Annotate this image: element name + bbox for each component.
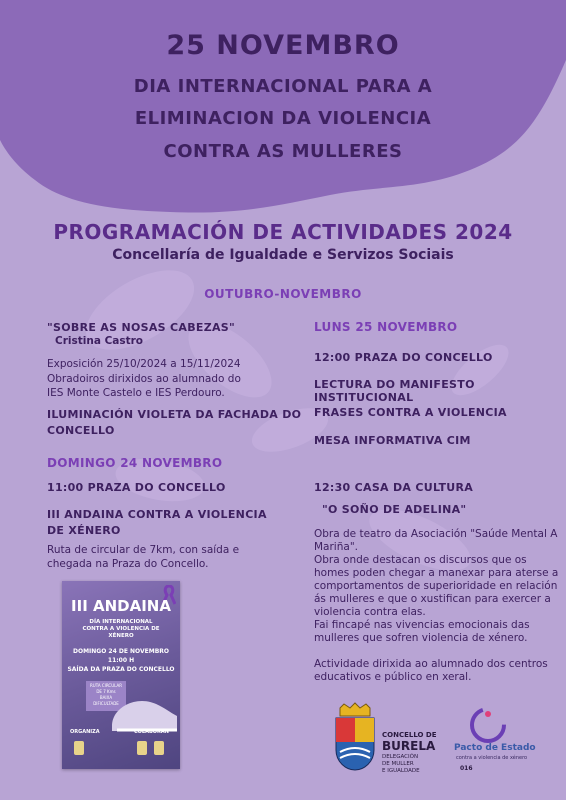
phone-016: 016 (460, 765, 473, 772)
andaina-poster (62, 581, 180, 769)
poster-crest-icon-3 (154, 741, 164, 755)
play-desc-3: Obra onde destacan os discursos que os (314, 554, 527, 566)
exhibit-dates: Exposición 25/10/2024 a 15/11/2024 (47, 358, 241, 370)
play-desc-5: comportamentos de superioridade en relación (314, 580, 558, 592)
event-title-line-2: ELIMINACION DA VIOLENCIA (134, 108, 432, 129)
program-subtitle: Concellaría de Igualdade e Servizos Sociais (112, 247, 454, 263)
play-desc-10: Actividade dirixida ao alumnado dos centros (314, 658, 548, 670)
route-description-2: chegada na Praza do Concello. (47, 558, 209, 570)
exhibit-title: "SOBRE AS NOSAS CABEZAS" (47, 321, 236, 334)
monday-time-place-1: 12:00 PRAZA DO CONCELLO (314, 351, 493, 364)
poster-route-2: DE 7 Kms (96, 689, 116, 694)
sunday-time-place: 11:00 PRAZA DO CONCELLO (47, 481, 226, 494)
pacto-estado-icon (468, 705, 508, 745)
delegation-2: DE MULLER (382, 761, 414, 767)
andaina-title-2: DE XÉNERO (47, 524, 121, 537)
play-desc-8: Fai fincapé nas vivencias emocionais das (314, 619, 530, 631)
poster-route-4: DIFICULTADE (93, 701, 119, 706)
activity-phrases: FRASES CONTRA A VIOLENCIA (314, 406, 507, 419)
poster-place: SAÍDA DA PRAZA DO CONCELLO (67, 666, 175, 673)
illumination-line-2: CONCELLO (47, 424, 115, 437)
activity-manifesto: LECTURA DO MANIFESTO INSTITUCIONAL (314, 378, 475, 404)
period-label: OUTUBRO-NOVEMBRO (204, 287, 362, 301)
pacto-label: Pacto de Estado (454, 743, 536, 753)
illumination-line-1: ILUMINACIÓN VIOLETA DA FACHADA DO (47, 408, 302, 421)
event-title-line-3: CONTRA AS MULLERES (163, 141, 403, 162)
exhibit-author: Cristina Castro (55, 335, 144, 347)
event-date-title: 25 NOVEMBRO (166, 30, 400, 61)
program-title: PROGRAMACIÓN DE ACTIVIDADES 2024 (53, 220, 513, 244)
play-desc-11: educativos e público en xeral. (314, 671, 472, 683)
play-desc-2: Mariña". (314, 541, 358, 553)
poster-sub-2: CONTRA A VIOLENCIA DE (82, 626, 160, 632)
exhibit-description-2: IES Monte Castelo e IES Perdouro. (47, 387, 225, 399)
poster-crest-icon (74, 741, 84, 755)
concello-label: CONCELLO DE (382, 731, 437, 739)
burela-crest-icon (332, 702, 378, 772)
event-title-line-1: DIA INTERNACIONAL PARA A (133, 76, 433, 97)
poster-crest-icon-2 (137, 741, 147, 755)
monday-time-place-2: 12:30 CASA DA CULTURA (314, 481, 474, 494)
route-description-1: Ruta de circular de 7km, con saída e (47, 544, 240, 556)
pacto-sub-label: contra a violencia de xénero (456, 755, 528, 761)
exhibit-description-1: Obradoiros dirixidos ao alumnado do (47, 373, 241, 385)
delegation-3: E IGUALDADE (382, 768, 420, 774)
sunday-heading: DOMINGO 24 NOVEMBRO (47, 456, 223, 470)
poster-sub-1: DÍA INTERNACIONAL (89, 619, 153, 625)
poster-sub-3: XÉNERO (108, 633, 134, 639)
poster-title: III ANDAINA (71, 597, 171, 615)
activity-info-table: MESA INFORMATIVA CIM (314, 434, 471, 447)
delegation-1: DELEGACIÓN (382, 754, 419, 760)
play-title: "O SOÑO DE ADELINA" (322, 503, 467, 516)
poster-hour: 11:00 H (107, 657, 135, 664)
monday-heading: LUNS 25 NOVEMBRO (314, 320, 458, 334)
play-desc-1: Obra de teatro da Asociación "Saúde Mental A (314, 528, 558, 540)
play-desc-9: mulleres que sofren violencia de xénero. (314, 632, 528, 644)
poster-colaboran: COLABORAN (134, 729, 169, 735)
burela-label: BURELA (382, 739, 436, 753)
play-desc-4: homes poden chegar a manexar para aterse a (314, 567, 559, 579)
poster-date: DOMINGO 24 DE NOVEMBRO (73, 648, 169, 655)
poster-organiza: ORGANIZA (70, 729, 100, 735)
andaina-title-1: III ANDAINA CONTRA A VIOLENCIA (47, 508, 267, 521)
play-desc-6: ás mulleres e que o xustifican para exercer a (314, 593, 551, 605)
poster-route-3: BAIXA (99, 695, 113, 700)
poster-route-1: RUTA CIRCULAR (90, 683, 122, 688)
play-desc-7: violencia contra elas. (314, 606, 426, 618)
